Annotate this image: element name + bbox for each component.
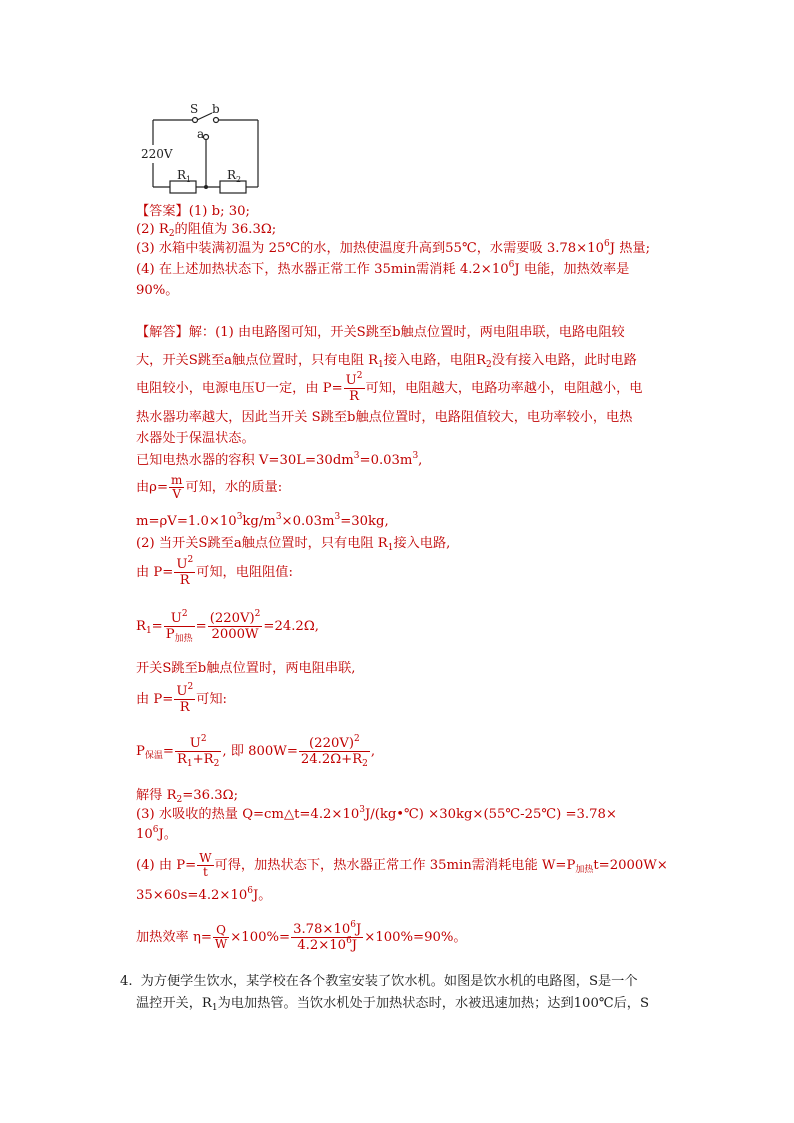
answer-tag: 【答案】 bbox=[136, 204, 189, 219]
solution-line-18: (4) 由 P= $\frac{W}{t}$ 可得，加热状态下，热水器正常工作 35min需消耗电能 $W=P_{加热}t=2000W\times$ bbox=[136, 851, 668, 879]
solution-line-2: 大，开关S跳至a触点位置时，只有电阻 $R_1$接入电路，电阻$R_2$没有接入电路，此时电路 bbox=[136, 353, 637, 370]
r1-label: $R_1$ bbox=[177, 168, 192, 184]
solution-line-6: 已知电热水器的容积 $V=30L=30dm^3=0.03m^3$, bbox=[136, 451, 423, 468]
solution-line-7: 由ρ= $\frac{m}{V}$ 可知，水的质量: bbox=[136, 473, 283, 501]
question-4-line-1: 4. 为方便学生饮水，某学校在各个教室安装了饮水机。如图是饮水机的电路图，S是一个 bbox=[120, 974, 638, 989]
circuit-diagram bbox=[140, 100, 270, 195]
solution-line-10: 由 P= $\frac{U^2}{R}$ 可知，电阻阻值: bbox=[136, 555, 293, 588]
solution-line-3: 电阻较小，电源电压U一定，由 P= $\frac{U^2}{R}$ 可知，电阻越大，电路功率越小，电阻越小，电 bbox=[136, 371, 643, 404]
contact-a-label: a bbox=[197, 127, 205, 141]
switch-label: S bbox=[190, 102, 199, 116]
voltage-label: 220V bbox=[141, 147, 173, 161]
solution-line-5: 水器处于保温状态。 bbox=[136, 431, 255, 446]
solution-line-19: $35\times 60s=4.2\times 10^6J$。 bbox=[136, 886, 272, 903]
solution-line-14: $P_{保温}=$ $\frac{U^2}{R_1+R_2}$ , 即 800W= $\frac{(220V)^2}{24.2\Omega+R_2}$ , bbox=[136, 734, 376, 769]
question-4-line-2: 温控开关，$R_1$为电加热管。当饮水机处于加热状态时，水被迅速加热；达到100℃后，S bbox=[136, 996, 650, 1013]
solution-tag: 【解答】 bbox=[136, 325, 189, 340]
solution-line-16: (3) 水吸收的热量 $Q=cm\triangle t=4.2\times 10^3J/(kg•℃)$ ×30kg×(55℃-25℃) =3.78× bbox=[136, 805, 617, 822]
contact-b-label: b bbox=[212, 102, 220, 116]
solution-line-4: 热水器功率越大，因此当开关 S跳至b触点位置时，电路阻值较大，电功率较小，电热 bbox=[136, 410, 633, 425]
solution-line-1: 【解答】解：(1) 由电路图可知，开关S跳至b触点位置时，两电阻串联，电路电阻较 bbox=[136, 325, 625, 340]
answer-line-5: 90%。 bbox=[136, 283, 179, 298]
answer-line-2: (2) $R_2$的阻值为 36.3Ω; bbox=[136, 222, 277, 239]
answer-line-1: 【答案】(1) b; 30; bbox=[136, 204, 250, 219]
solution-line-13: 由 P= $\frac{U^2}{R}$ 可知: bbox=[136, 682, 227, 715]
solution-line-17: $10^6J$。 bbox=[136, 825, 177, 842]
answer-line-3: (3) 水箱中装满初温为 25℃的水，加热使温度升高到55℃，水需要吸 $3.78\times 10^6J$ 热量; bbox=[136, 239, 651, 256]
answer-line-4: (4) 在上述加热状态下，热水器正常工作 35min需消耗 $4.2\times 10^6J$ 电能，加热效率是 bbox=[136, 260, 630, 277]
solution-line-12: 开关S跳至b触点位置时，两电阻串联, bbox=[136, 661, 356, 676]
r2-label: $R_2$ bbox=[227, 168, 242, 184]
solution-line-8: $m=\rho V=1.0\times 10^3kg/m^3\times 0.03m^3=30kg$, bbox=[136, 512, 389, 529]
solution-line-9: (2) 当开关S跳至a触点位置时，只有电阻 $R_1$接入电路, bbox=[136, 536, 451, 553]
solution-line-15: 解得 $R_2=36.3\Omega$; bbox=[136, 788, 239, 805]
question-number: 4. bbox=[120, 974, 133, 989]
solution-line-11: $R_1=$ $\frac{U^2}{P_{加热}}$ = $\frac{(220V)^2}{2000W}$ =24.2Ω, bbox=[136, 609, 319, 644]
solution-line-20: 加热效率 η= $\frac{Q}{W}$ ×100%= $\frac{3.78\times 10^6J}{4.2\times 10^6J}$ ×100%=90%。 bbox=[136, 920, 467, 953]
